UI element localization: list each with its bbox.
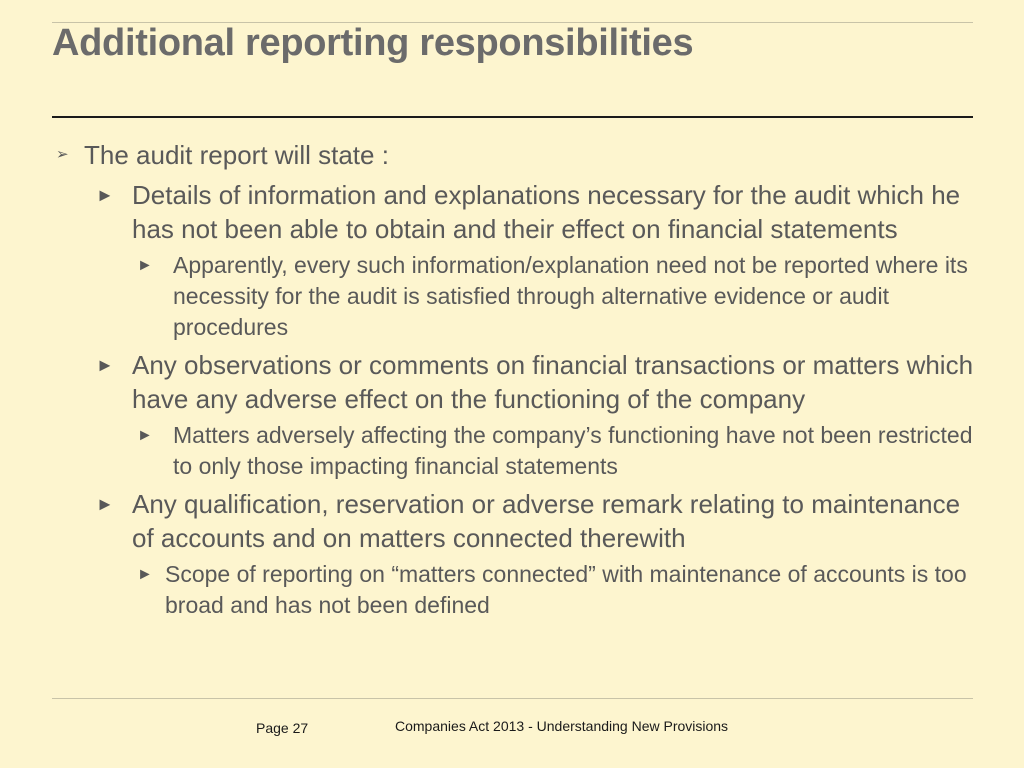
footer-title: Companies Act 2013 - Understanding New Provisions [395, 718, 729, 734]
bullet-text: Any qualification, reservation or adverse remark relating to maintenance of accounts and on matters connected therewith [132, 489, 961, 553]
title-underline [52, 116, 973, 118]
bottom-divider [52, 698, 973, 699]
bullet-text: Apparently, every such information/explanation need not be reported where its necessity for the audit is satisfied through alternative evidence or audit procedures [173, 252, 968, 340]
triangle-bullet-icon: ► [96, 494, 114, 514]
page-number: Page 27 [256, 720, 309, 736]
triangle-bullet-icon: ► [96, 185, 114, 205]
bullet-item [52, 138, 977, 172]
slide-title: Additional reporting responsibilities [52, 22, 694, 64]
bullet-text: Matters adversely affecting the company’s functioning have not been restricted to only those impacting financial statements [173, 422, 973, 479]
bullet-item [52, 178, 977, 246]
bullet-text: Any observations or comments on financial transactions or matters which have any adverse effect on the functioning of the company [132, 350, 974, 414]
bullet-text: Scope of reporting on “matters connected” with maintenance of accounts is too broad and has not been defined [165, 561, 967, 618]
bullet-item [52, 348, 977, 416]
triangle-bullet-icon: ► [96, 355, 114, 375]
slide-content [52, 138, 977, 621]
small-triangle-bullet-icon: ► [137, 257, 153, 274]
arrowhead-bullet-icon: ➢ [56, 146, 69, 163]
bullet-text: The audit report will state : [84, 140, 389, 170]
bullet-item [52, 420, 977, 482]
bullet-text: Details of information and explanations necessary for the audit which he has not been able to obtain and their effect on financial statements [132, 180, 961, 244]
bullet-item [52, 487, 977, 555]
bullet-item [52, 250, 977, 343]
bullet-item [52, 559, 977, 621]
small-triangle-bullet-icon: ► [137, 427, 153, 444]
small-triangle-bullet-icon: ► [137, 566, 153, 583]
